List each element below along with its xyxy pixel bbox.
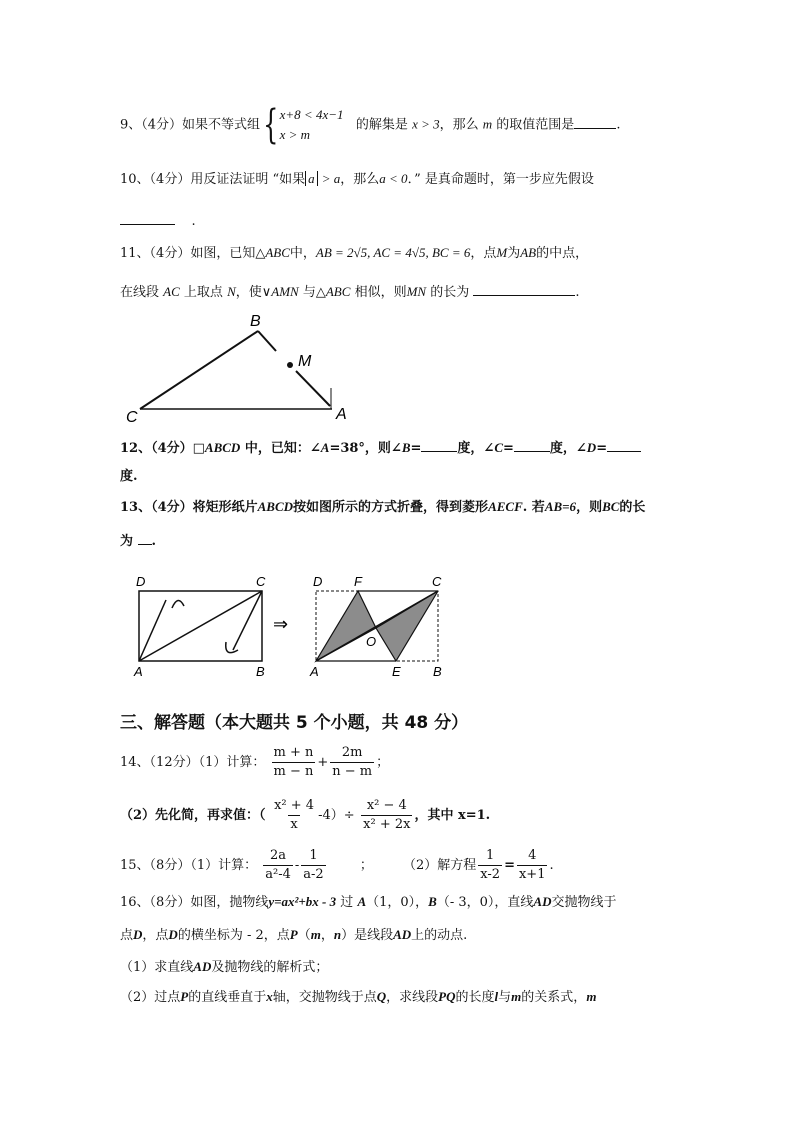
- q9-period: .: [616, 117, 621, 133]
- denominator: x: [290, 817, 298, 832]
- label-b: B: [250, 313, 261, 330]
- q12-abcd: ABCD: [204, 440, 241, 455]
- denominator: n − m: [332, 764, 373, 779]
- q16-text: 点: [120, 928, 134, 943]
- question-13-line1: [120, 498, 645, 517]
- fig-left-a: A: [134, 664, 143, 679]
- q11-point-m: M: [496, 245, 508, 260]
- numerator: 4: [528, 848, 537, 863]
- q12-text: 度，∠: [457, 441, 495, 456]
- denominator: x+1: [518, 867, 546, 882]
- question-10: [120, 170, 594, 189]
- numerator: x² − 4: [366, 798, 407, 813]
- q11-ab: AB: [520, 245, 537, 260]
- q16-text: 过: [340, 895, 354, 910]
- q13-text: 的长: [619, 500, 646, 515]
- q11-period: .: [575, 285, 580, 300]
- q13-text: 为: [120, 534, 134, 549]
- q13-abcd: ABCD: [257, 499, 294, 514]
- denominator: x-2: [480, 867, 501, 882]
- question-16-line2: [120, 926, 467, 945]
- q16-line: AD: [193, 959, 212, 974]
- q16-var: l: [494, 989, 499, 1004]
- q16-point: Q: [376, 989, 387, 1004]
- q16-text: 的关系式，: [521, 990, 587, 1005]
- q15-text: （2）解方程: [403, 858, 477, 873]
- question-12-line1: [120, 437, 641, 458]
- q14-text: ，其中 x=1.: [414, 808, 491, 823]
- q16-var: m: [586, 989, 597, 1004]
- question-9: [120, 102, 621, 148]
- q16-text: （- 3，0），直线: [436, 895, 534, 910]
- folding-figure: [128, 570, 458, 685]
- operator: -: [294, 858, 300, 873]
- q12-angle-d: D: [586, 440, 597, 455]
- answer-blank[interactable]: [473, 281, 575, 296]
- question-11-line1: [120, 244, 588, 263]
- q11-amn: AMN: [271, 284, 299, 299]
- q16-line: AD: [393, 927, 412, 942]
- q11-text: 上取点: [183, 285, 223, 300]
- q13-text: . 若: [522, 500, 545, 515]
- q10-period: .: [191, 214, 196, 229]
- q13-text: .: [151, 534, 157, 549]
- q12-text: =: [502, 441, 514, 456]
- question-10-answer: [120, 210, 196, 231]
- q16-point: P: [180, 989, 189, 1004]
- question-13-line2: [120, 530, 156, 551]
- q16-text: ，: [320, 928, 334, 943]
- fig-left-b: B: [256, 664, 265, 679]
- q9-middle: 的解集是: [355, 117, 408, 133]
- inequality-system: [263, 102, 344, 148]
- numerator: 1: [309, 848, 318, 863]
- label-a: A: [336, 406, 347, 423]
- operator: =: [504, 858, 515, 873]
- denominator: x² + 2x: [363, 817, 411, 832]
- q16-line: AD: [533, 894, 552, 909]
- q14-text: （2）先化简，再求值：（: [120, 808, 266, 823]
- fig-right-c: C: [432, 574, 442, 589]
- q16-var: x: [266, 989, 273, 1004]
- q13-text: 13、（4分）将矩形纸片: [120, 500, 258, 515]
- q16-point: B: [428, 894, 437, 909]
- q16-text: 上的动点.: [411, 928, 468, 943]
- numerator: m + n: [273, 745, 314, 760]
- fig-right-d: D: [313, 574, 323, 589]
- fraction: [517, 848, 548, 883]
- label-c: C: [126, 409, 138, 425]
- denominator: a²-4: [265, 867, 291, 882]
- fig-right-f: F: [354, 574, 362, 589]
- q16-text: 与: [498, 990, 512, 1005]
- q11-abc: ABC: [325, 284, 351, 299]
- q16-text: （1）求直线: [120, 960, 194, 975]
- q9-var: m: [482, 116, 493, 132]
- q16-line: PQ: [438, 989, 456, 1004]
- numerator: 2m: [341, 745, 363, 760]
- q11-triangle: ABC: [265, 245, 290, 260]
- q9-tail: ，那么: [439, 117, 479, 133]
- fig-right-a: A: [310, 664, 319, 679]
- question-12-line2: [120, 468, 138, 486]
- q16-point: P: [289, 927, 298, 942]
- q16-equation: y=ax²+bx - 3: [268, 894, 337, 909]
- question-14-part2: [120, 798, 490, 834]
- q16-text: ，点: [142, 928, 169, 943]
- q12-text: 度，∠: [549, 441, 587, 456]
- q16-text: 交抛物线于: [551, 895, 617, 910]
- answer-blank[interactable]: [138, 530, 152, 545]
- question-16-sub1: [120, 958, 328, 977]
- q11-text: 11、（4分）如图，已知△: [120, 246, 266, 261]
- triangle-figure: [118, 310, 358, 425]
- question-14-part1: [120, 745, 389, 781]
- q15-text: ；: [359, 858, 373, 873]
- inequality-2: x > m: [279, 127, 311, 142]
- question-16-line1: [120, 893, 616, 912]
- q11-text: 的长为: [430, 285, 470, 300]
- abs-value: a: [305, 171, 318, 186]
- fraction: [478, 848, 502, 883]
- q16-point: D: [133, 927, 143, 942]
- label-m: M: [298, 353, 312, 370]
- q12-text: 度.: [120, 469, 138, 484]
- fraction: [301, 848, 325, 883]
- q11-text: 与△: [302, 285, 326, 300]
- q12-text: 中，已知：∠: [244, 441, 321, 456]
- q16-var: m: [310, 927, 321, 942]
- q12-text: =: [596, 441, 608, 456]
- numerator: 1: [486, 848, 495, 863]
- brace-icon: {: [263, 102, 279, 148]
- q16-text: 轴，交抛物线于点: [272, 990, 377, 1005]
- q12-angle-c: C: [494, 440, 503, 455]
- q11-ac: AC: [163, 284, 180, 299]
- q16-text: ，求线段: [386, 990, 439, 1005]
- q9-ending: 的取值范围是: [496, 117, 575, 133]
- question-16-sub2: [120, 988, 596, 1007]
- q10-conclusion: a < 0: [379, 171, 408, 186]
- q16-text: 16、（8分）如图，抛物线: [120, 895, 269, 910]
- fig-left-d: D: [136, 574, 146, 589]
- fig-right-o: O: [366, 634, 377, 649]
- q11-text: 为: [507, 246, 521, 261]
- q16-text: 的横坐标为 - 2，点: [177, 928, 290, 943]
- answer-blank[interactable]: [421, 437, 457, 452]
- q16-var: m: [511, 989, 522, 1004]
- fraction: [361, 798, 412, 833]
- fraction: [330, 745, 374, 780]
- q15-text: 15、（8分）（1）计算：: [120, 858, 258, 873]
- q12-text: 12、（4分）□: [120, 441, 205, 456]
- q11-text: 的中点，: [536, 246, 589, 261]
- q11-text: ，点: [470, 246, 497, 261]
- q13-text: ，则: [576, 500, 603, 515]
- q16-text: （1，0），: [366, 895, 429, 910]
- q14-text: 14、（12分）（1）计算：: [120, 755, 266, 770]
- fraction: [272, 798, 316, 833]
- q16-var: n: [333, 927, 342, 942]
- denominator: a-2: [303, 867, 324, 882]
- fig-right-b: B: [433, 664, 442, 679]
- q13-text: 按如图所示的方式折叠，得到菱形: [293, 500, 489, 515]
- numerator: 2a: [270, 848, 287, 863]
- q11-text: ，使∨: [235, 285, 272, 300]
- q10-tail: ．” 是真命题时，第一步应先假设: [407, 172, 594, 187]
- fraction: [272, 745, 316, 780]
- question-15: [120, 848, 554, 884]
- q10-mid: ，那么: [340, 172, 380, 187]
- operator: +: [317, 755, 329, 770]
- section-heading: 三、解答题（本大题共 5 个小题，共 48 分）: [120, 713, 469, 733]
- question-11-line2: [120, 281, 580, 302]
- q16-text: （: [297, 928, 311, 943]
- q11-given: AB = 2√5, AC = 4√5, BC = 6: [315, 245, 471, 260]
- answer-blank[interactable]: [574, 114, 616, 129]
- q16-point: D: [168, 927, 178, 942]
- fig-left-c: C: [256, 574, 266, 589]
- operator: -4）÷: [318, 808, 355, 823]
- q13-bc: BC: [602, 499, 620, 514]
- q14-text: ；: [376, 755, 390, 770]
- q12-text: =: [410, 441, 422, 456]
- inequality-1: x+8 < 4x−1: [279, 107, 344, 122]
- q11-text: 相似，则: [354, 285, 407, 300]
- q11-point-n: N: [227, 284, 236, 299]
- q16-text: 的直线垂直于: [188, 990, 267, 1005]
- q16-text: 及抛物线的解析式；: [211, 960, 329, 975]
- transform-arrow-icon: ⇒: [273, 614, 289, 634]
- denominator: m − n: [273, 764, 314, 779]
- numerator: x² + 4: [274, 798, 315, 813]
- q11-mn: MN: [406, 284, 427, 299]
- q10-prefix: 10、（4分）用反证法证明 “如果: [120, 172, 306, 187]
- fig-right-e: E: [392, 664, 401, 679]
- q11-text: 在线段: [120, 285, 160, 300]
- answer-blank[interactable]: [514, 437, 550, 452]
- q13-aecf: AECF: [488, 499, 523, 514]
- q12-angle-b: B: [401, 440, 411, 455]
- q16-point: A: [357, 894, 367, 909]
- q10-condition: > a: [321, 171, 341, 186]
- fraction: [263, 848, 293, 883]
- q11-text: 中，: [289, 246, 316, 261]
- q15-text: .: [549, 858, 554, 873]
- q16-text: （2）过点: [120, 990, 181, 1005]
- answer-blank[interactable]: [607, 437, 641, 452]
- q9-prefix: 9、（4分）如果不等式组: [120, 117, 261, 133]
- q16-text: 的长度: [455, 990, 495, 1005]
- q16-text: ）是线段: [341, 928, 394, 943]
- q9-condition: x > 3: [412, 116, 440, 132]
- q12-angle-a: A: [320, 440, 330, 455]
- q12-text: =38°，则∠: [329, 441, 402, 456]
- answer-blank[interactable]: [120, 210, 175, 225]
- q13-ab6: AB=6: [544, 499, 577, 514]
